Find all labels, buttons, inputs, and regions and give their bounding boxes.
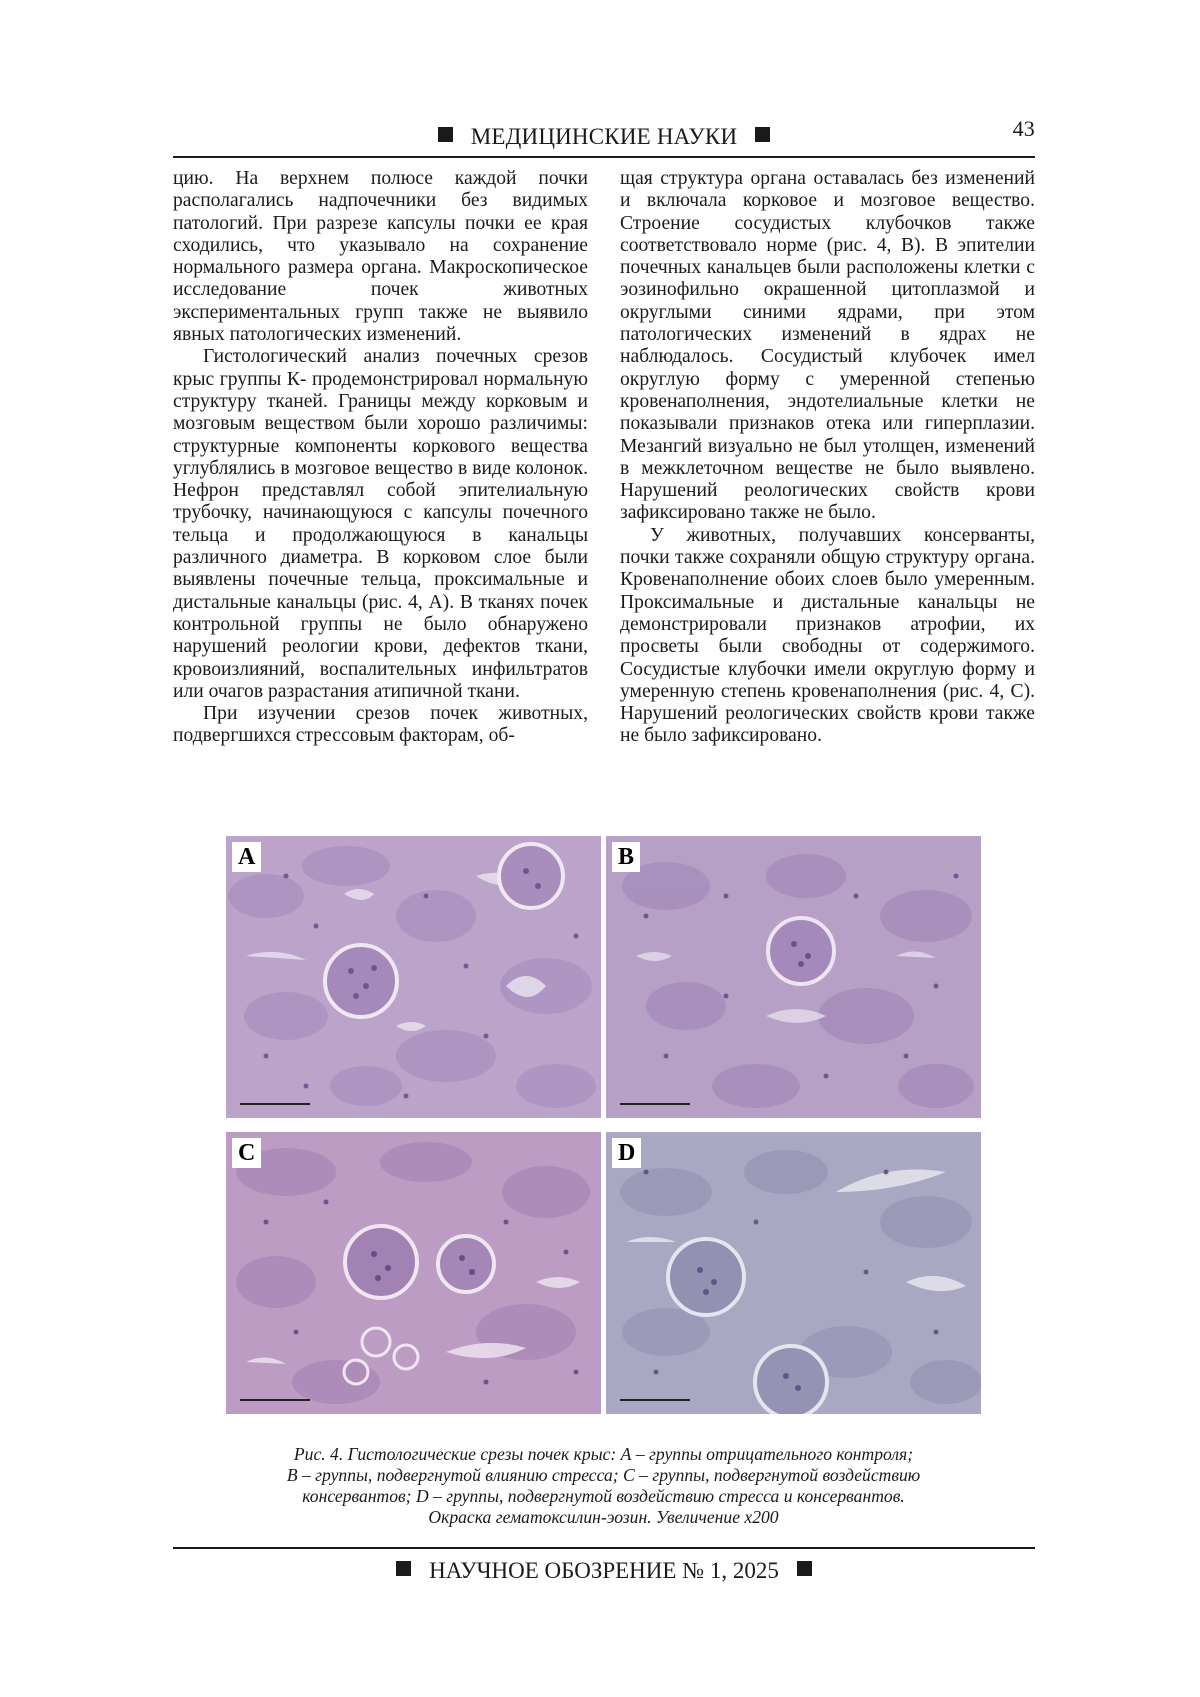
panel-label: A bbox=[232, 842, 261, 872]
micrograph-image bbox=[226, 1132, 601, 1414]
micrograph-panel-c bbox=[226, 1132, 601, 1414]
panel-label: D bbox=[612, 1138, 641, 1168]
caption-line: Рис. 4. Гистологические срезы почек крыс: А – группы отрицательного контроля; bbox=[293, 1444, 914, 1464]
micrograph-panel-b bbox=[606, 836, 981, 1118]
page-number: 43 bbox=[1012, 116, 1035, 141]
paragraph: У животных, получавших консерванты, почки также сохраняли общую структуру органа. Кровенаполнение обоих слоев было умеренным. Проксимальные и дистальные канальцы не демонстрировали признаков атрофии, их просветы были свободны от содержимого. Сосудистые клубочки имели округлую форму и умеренную степень кровенаполнения (рис. 4, C). Нарушений реологических свойств крови также не было зафиксировано. bbox=[620, 524, 1035, 747]
section-title: МЕДИЦИНСКИЕ НАУКИ bbox=[470, 123, 738, 149]
micrograph-image bbox=[226, 836, 601, 1118]
micrograph-image bbox=[606, 836, 981, 1118]
caption-line: В – группы, подвергнутой влиянию стресса; С – группы, подвергнутой воздействию bbox=[286, 1465, 921, 1485]
header-rule bbox=[173, 156, 1035, 158]
paragraph: Гистологический анализ почечных срезов крыс группы К- продемонстрировал нормальную структуру тканей. Границы между корковым и мозговым веществом были хорошо различимы: структурные компоненты коркового вещества углублялись в мозговое вещество в виде колонок. Нефрон представлял собой эпителиальную трубочку, начинающуюся с капсулы почечного тельца и продолжающуюся в канальцы различного диаметра. В корковом слое были выявлены почечные тельца, проксимальные и дистальные канальцы (рис. 4, А). В тканях почек контрольной группы не было обнаружено нарушений реологии крови, дефектов ткани, кровоизлияний, воспалительных инфильтратов или очагов разрастания атипичной ткани. bbox=[173, 346, 588, 702]
running-footer bbox=[173, 1556, 1035, 1584]
panel-label: B bbox=[612, 842, 640, 872]
square-bullet-icon bbox=[797, 1561, 812, 1576]
square-bullet-icon bbox=[396, 1561, 411, 1576]
panel-label: C bbox=[232, 1138, 261, 1168]
micrograph-panel-d bbox=[606, 1132, 981, 1414]
footer-rule bbox=[173, 1547, 1035, 1549]
micrograph-image bbox=[606, 1132, 981, 1414]
paragraph: цию. На верхнем полюсе каждой почки располагались надпочечники без видимых патологий. При разрезе капсулы почки ее края сходились, что указывало на сохранение нормального размера органа. Макроскопическое исследование почек животных экспериментальных групп также не выявило явных патологических изменений. bbox=[173, 168, 588, 346]
figure-caption bbox=[226, 1444, 981, 1528]
square-bullet-icon bbox=[438, 127, 453, 142]
paragraph: щая структура органа оставалась без изменений и включала корковое и мозговое вещество. Строение сосудистых клубочков также соответствовало норме (рис. 4, B). В эпителии почечных канальцев были расположены клетки с эозинофильно окрашенной цитоплазмой и округлыми синими ядрами, при этом патологических изменений в ядрах не наблюдалось. Сосудистый клубочек имел округлую форму с умеренной степенью кровенаполнения, эндотелиальные клетки не показывали признаков отека или гиперплазии. Мезангий визуально не был утолщен, изменений в межклеточном веществе не было выявлено. Нарушений реологических свойств крови зафиксировано также не было. bbox=[620, 168, 1035, 524]
caption-line: консервантов; D – группы, подвергнутой воздействию стресса и консервантов. bbox=[302, 1486, 905, 1506]
left-column bbox=[173, 168, 588, 748]
running-header bbox=[173, 116, 1035, 152]
caption-line: Окраска гематоксилин-эозин. Увеличение х200 bbox=[428, 1507, 779, 1527]
micrograph-panel-a bbox=[226, 836, 601, 1118]
journal-title: НАУЧНОЕ ОБОЗРЕНИЕ № 1, 2025 bbox=[429, 1557, 779, 1583]
right-column bbox=[620, 168, 1035, 748]
square-bullet-icon bbox=[755, 127, 770, 142]
figure-4 bbox=[226, 836, 981, 1414]
paragraph: При изучении срезов почек животных, подвергшихся стрессовым факторам, об- bbox=[173, 703, 588, 747]
